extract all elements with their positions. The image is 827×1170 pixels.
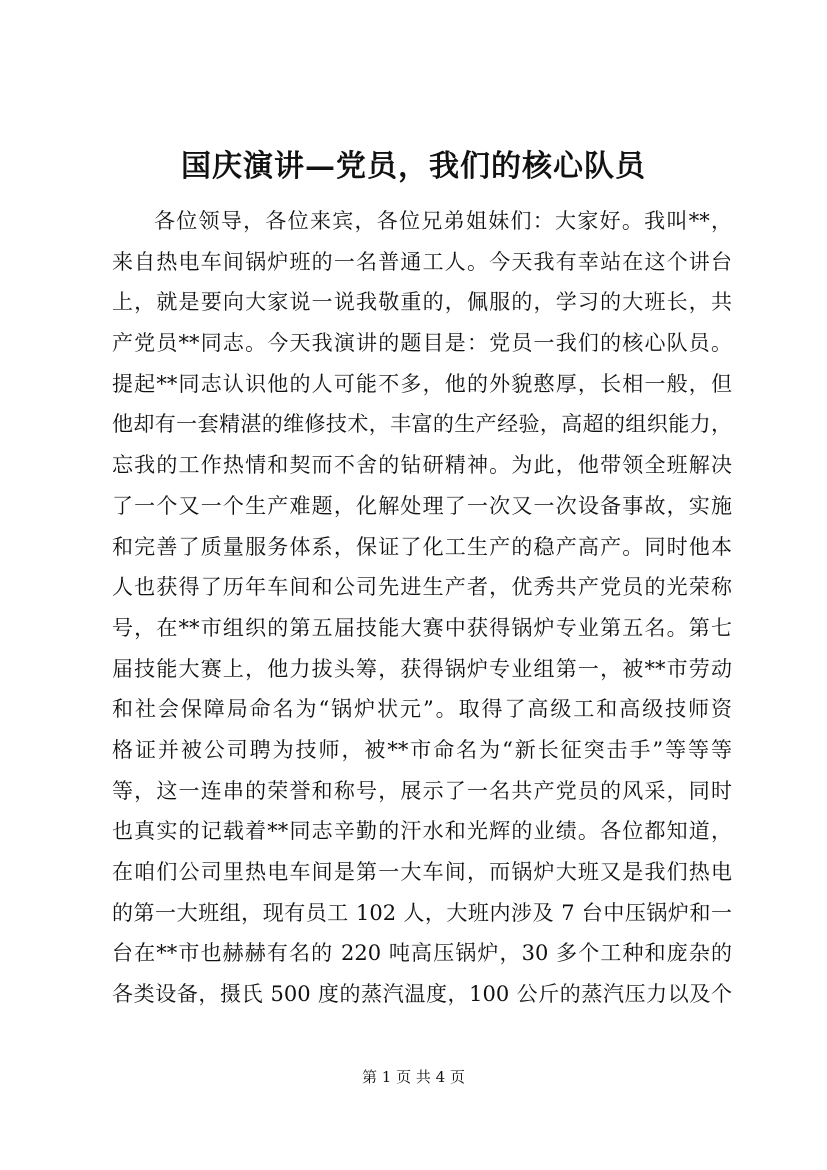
body-line: 提起**同志认识他的人可能不多，他的外貌憨厚，长相一般，但 — [112, 371, 732, 396]
body-line: 上，就是要向大家说一说我敬重的，佩服的，学习的大班长，共 — [112, 290, 732, 315]
body-line: 台在**市也赫赫有名的 220 吨高压锅炉，30 多个工种和庞杂的 — [112, 941, 732, 966]
body-line: 在咱们公司里热电车间是第一大车间，而锅炉大班又是我们热电 — [112, 860, 732, 884]
body-line: 各位领导，各位来宾，各位兄弟姐妹们：大家好。我叫**， — [154, 209, 732, 233]
body-line: 格证并被公司聘为技师，被**市命名为“新长征突击手”等等等 — [112, 737, 732, 762]
body-line: 各类设备，摄氏 500 度的蒸汽温度，100 公斤的蒸汽压力以及个 — [112, 982, 732, 1007]
speech-body — [112, 201, 732, 1015]
body-line: 和完善了质量服务体系，保证了化工生产的稳产高产。同时他本 — [112, 534, 732, 559]
body-line: 产党员**同志。今天我演讲的题目是：党员一我们的核心队员。 — [112, 331, 732, 356]
body-line: 来自热电车间锅炉班的一名普通工人。今天我有幸站在这个讲台 — [112, 249, 732, 274]
body-line: 和社会保障局命名为“锅炉状元”。取得了高级工和高级技师资 — [112, 697, 732, 722]
body-line: 届技能大赛上，他力拔头筹，获得锅炉专业组第一，被**市劳动 — [112, 656, 732, 681]
body-line: 的第一大班组，现有员工 102 人，大班内涉及 7 台中压锅炉和一 — [112, 900, 732, 925]
body-line: 忘我的工作热情和契而不舍的钻研精神。为此，他带领全班解决 — [112, 453, 732, 478]
body-line: 也真实的记载着**同志辛勤的汗水和光辉的业绩。各位都知道， — [112, 819, 732, 844]
body-line: 等，这一连串的荣誉和称号，展示了一名共产党员的风采，同时 — [112, 778, 732, 803]
page-number: 第 1 页 共 4 页 — [362, 1068, 465, 1086]
body-line: 了一个又一个生产难题，化解处理了一次又一次设备事故，实施 — [112, 493, 732, 518]
body-line: 人也获得了历年车间和公司先进生产者，优秀共产党员的光荣称 — [112, 575, 732, 600]
body-line: 他却有一套精湛的维修技术，丰富的生产经验，高超的组织能力， — [112, 412, 732, 437]
document-title: 国庆演讲—党员，我们的核心队员 — [181, 149, 646, 184]
body-line: 号，在**市组织的第五届技能大赛中获得锅炉专业第五名。第七 — [112, 615, 732, 640]
